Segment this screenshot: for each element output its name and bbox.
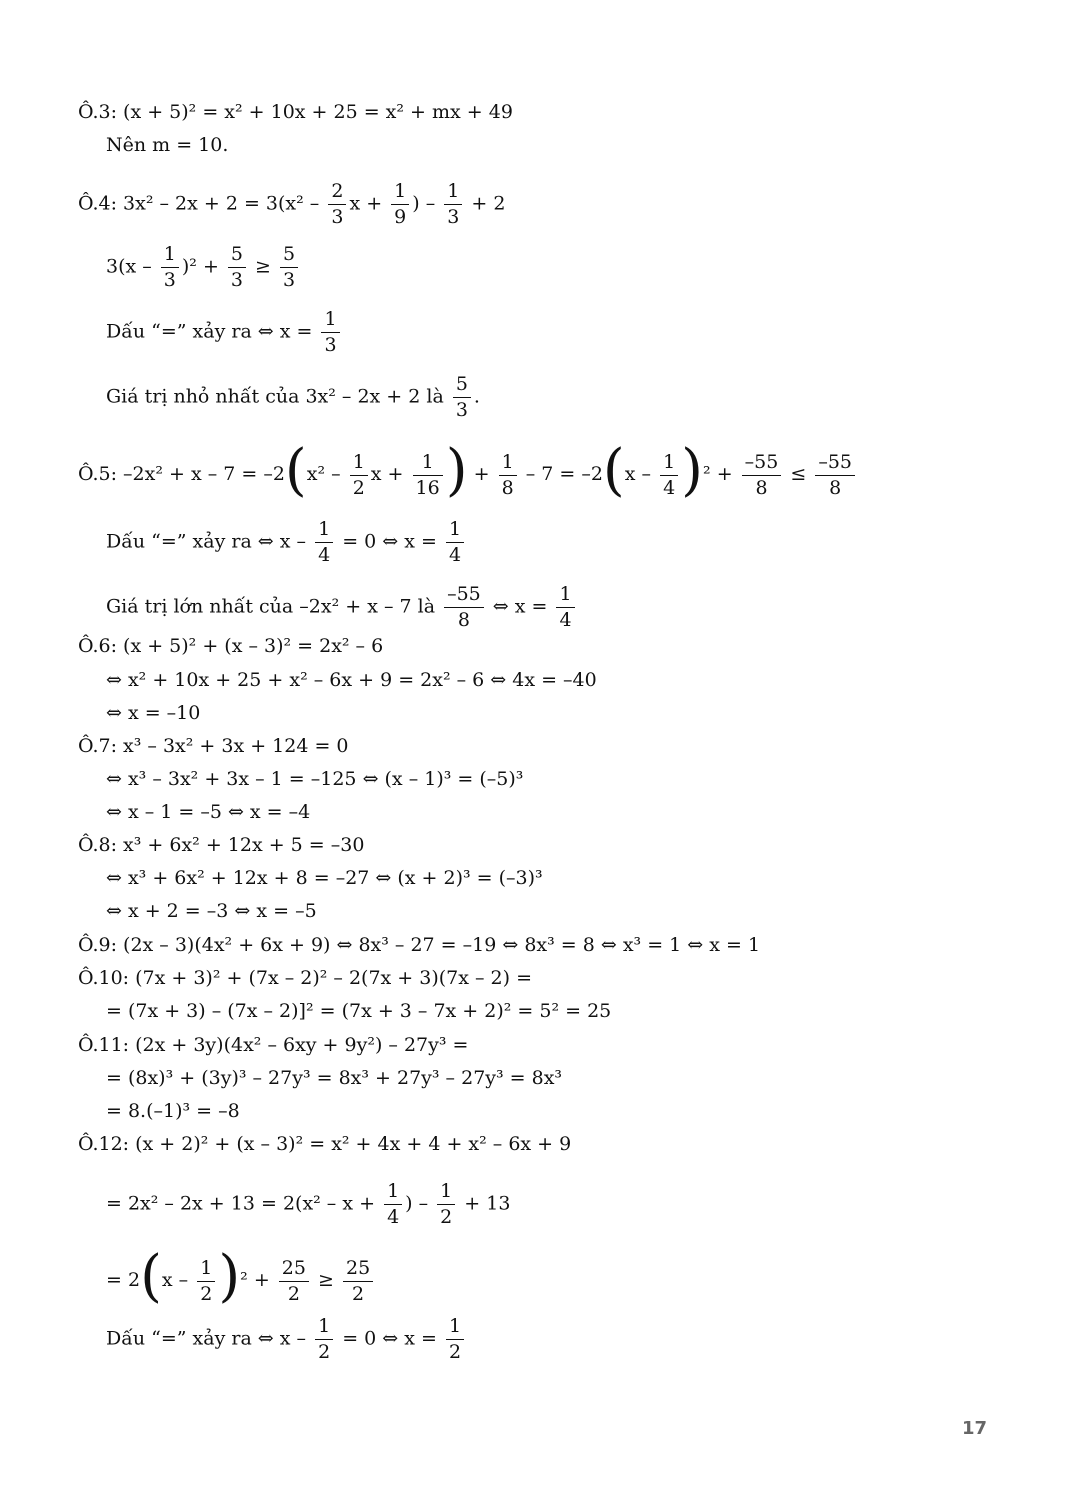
exercise-5-equality: [106, 519, 467, 566]
text: Ô.6: (x + 5)² + (x – 3)² = 2x² – 6: [78, 635, 384, 657]
exercise-4-minimum: [106, 374, 480, 421]
numerator: –55: [444, 584, 484, 608]
fraction: [444, 181, 462, 228]
exercise-9-line: [78, 933, 760, 957]
exercise-10-result: [106, 999, 611, 1023]
exercise-7-step: [106, 767, 523, 791]
denominator: 3: [447, 206, 460, 228]
fraction: [660, 452, 678, 499]
text: x² –: [306, 463, 347, 485]
numerator: 1: [384, 1181, 402, 1205]
numerator: 1: [197, 1258, 215, 1282]
text: Dấu “=” xảy ra ⇔ x –: [106, 530, 313, 553]
text: ⇔ x³ – 3x² + 3x – 1 = –125 ⇔ (x – 1)³ = (–5)³: [106, 768, 524, 790]
denominator: 8: [457, 609, 470, 631]
exercise-3-line: [78, 100, 513, 124]
paren-close: ): [218, 1244, 241, 1309]
numerator: 5: [228, 244, 246, 268]
fraction: [315, 519, 333, 566]
text: ⇔ x³ + 6x² + 12x + 8 = –27 ⇔ (x + 2)³ = (–3)³: [106, 867, 543, 889]
text: = (8x)³ + (3y)³ – 27y³ = 8x³ + 27y³ – 27y³ = 8x³: [106, 1067, 563, 1089]
fraction: [280, 244, 298, 291]
denominator: 8: [755, 476, 768, 499]
text: Ô.8: x³ + 6x² + 12x + 5 = –30: [78, 834, 365, 856]
text: Ô.7: x³ – 3x² + 3x + 124 = 0: [78, 735, 349, 757]
paren-close: ): [681, 438, 704, 503]
text: ≥: [311, 1269, 340, 1291]
text: 3(x –: [106, 255, 158, 278]
numerator: 1: [444, 181, 462, 205]
text: + 2: [465, 192, 506, 215]
text: = (7x + 3) – (7x – 2)]² = (7x + 3 – 7x + 2)² = 5² = 25: [106, 1000, 612, 1022]
denominator: 16: [415, 476, 440, 499]
text: Ô.10: (7x + 3)² + (7x – 2)² – 2(7x + 3)(7x – 2) =: [78, 967, 533, 989]
fraction: [161, 244, 179, 291]
text: ⇔ x = –10: [106, 702, 201, 724]
numerator: 25: [279, 1258, 309, 1282]
exercise-6-step: [106, 668, 597, 692]
fraction: [391, 181, 409, 228]
denominator: 3: [324, 334, 337, 356]
text: Ô.12: (x + 2)² + (x – 3)² = x² + 4x + 4 + x² – 6x + 9: [78, 1133, 572, 1155]
paren-close: ): [445, 438, 468, 503]
fraction: [343, 1258, 373, 1305]
exercise-4-step: [106, 244, 301, 291]
numerator: 1: [391, 181, 409, 205]
exercise-11-line: [78, 1033, 468, 1057]
text: ⇔ x² + 10x + 25 + x² – 6x + 9 = 2x² – 6 ⇔ 4x = –40: [106, 669, 597, 691]
denominator: 2: [448, 1341, 462, 1363]
denominator: 3: [331, 206, 344, 228]
text: x +: [370, 463, 410, 485]
numerator: 1: [499, 452, 517, 476]
text: x +: [349, 192, 389, 215]
text: Ô.9: (2x – 3)(4x² + 6x + 9) ⇔ 8x³ – 27 = –19 ⇔ 8x³ = 8 ⇔ x³ = 1 ⇔ x = 1: [78, 934, 761, 956]
exercise-8-line: [78, 833, 364, 857]
exercise-5-line: [78, 438, 858, 503]
denominator: 9: [394, 206, 407, 228]
numerator: 1: [350, 452, 368, 476]
exercise-6-line: [78, 634, 383, 658]
truncated-line-clip: [100, 1315, 520, 1363]
exercise-7-result: [106, 800, 310, 824]
text: .: [473, 385, 480, 408]
text: +: [467, 463, 496, 485]
text: ≤: [784, 463, 813, 485]
paren-open: (: [284, 438, 307, 503]
text: Giá trị lớn nhất của –2x² + x – 7 là: [106, 595, 442, 618]
numerator: 5: [280, 244, 298, 268]
denominator: 2: [200, 1282, 213, 1305]
numerator: 25: [343, 1258, 373, 1282]
denominator: 3: [283, 269, 296, 291]
numerator: 1: [413, 452, 443, 476]
numerator: 5: [453, 374, 471, 398]
fraction: [742, 452, 782, 499]
numerator: 1: [437, 1181, 455, 1205]
text: Dấu “=” xảy ra ⇔ x =: [106, 320, 319, 343]
numerator: 1: [556, 584, 574, 608]
text: + 13: [458, 1192, 511, 1215]
fraction: [446, 1316, 464, 1363]
text: Nên m = 10.: [106, 134, 229, 156]
denominator: 2: [318, 1341, 331, 1363]
paren-open: (: [140, 1244, 162, 1309]
denominator: 8: [501, 476, 514, 499]
numerator: –55: [742, 452, 782, 476]
denominator: 4: [448, 544, 462, 566]
numerator: –55: [815, 452, 855, 476]
fraction: [321, 309, 339, 356]
denominator: 2: [440, 1206, 453, 1228]
fraction: [197, 1258, 215, 1305]
exercise-12-equality: [106, 1316, 467, 1363]
text: – 7 = –2: [519, 463, 603, 485]
denominator: 4: [559, 609, 572, 631]
exercise-12-line: [78, 1132, 571, 1156]
fraction: [315, 1316, 333, 1363]
text: ⇔ x – 1 = –5 ⇔ x = –4: [106, 801, 311, 823]
text: x –: [624, 463, 658, 485]
denominator: 4: [663, 476, 676, 499]
denominator: 8: [829, 476, 842, 499]
denominator: 3: [163, 269, 176, 291]
denominator: 2: [352, 476, 365, 499]
text: Ô.3: (x + 5)² = x² + 10x + 25 = x² + mx + 49: [78, 101, 513, 123]
numerator: 1: [321, 309, 339, 333]
exercise-12-square: [106, 1244, 376, 1309]
text: ² +: [240, 1269, 276, 1291]
numerator: 1: [446, 1316, 464, 1340]
text: ⇔ x =: [486, 595, 554, 618]
exercise-10-line: [78, 966, 532, 990]
numerator: 1: [161, 244, 179, 268]
text: ² +: [703, 463, 739, 485]
exercise-3-result: [106, 133, 228, 157]
exercise-11-step: [106, 1066, 562, 1090]
text: Giá trị nhỏ nhất của 3x² – 2x + 2 là: [106, 385, 450, 408]
numerator: 2: [328, 181, 346, 205]
numerator: 1: [315, 1316, 333, 1340]
fraction: [328, 181, 346, 228]
numerator: 1: [315, 519, 333, 543]
fraction: [437, 1181, 455, 1228]
page-number: 17: [962, 1418, 988, 1439]
exercise-4-line: [78, 181, 505, 228]
denominator: 3: [455, 399, 468, 421]
fraction: [499, 452, 517, 499]
fraction: [413, 452, 443, 499]
exercise-8-step: [106, 866, 543, 890]
text: = 2: [106, 1269, 141, 1291]
fraction: [279, 1258, 309, 1305]
numerator: 1: [660, 452, 678, 476]
text: ) –: [405, 1192, 435, 1215]
text: ⇔ x + 2 = –3 ⇔ x = –5: [106, 900, 317, 922]
exercise-12-step: [106, 1181, 510, 1228]
exercise-4-equality: [106, 309, 343, 356]
text: Ô.4: 3x² – 2x + 2 = 3(x² –: [78, 192, 326, 215]
fraction: [350, 452, 368, 499]
fraction: [384, 1181, 402, 1228]
fraction: [556, 584, 574, 631]
denominator: 3: [230, 269, 244, 291]
fraction: [446, 519, 464, 566]
text: ) –: [412, 192, 442, 215]
text: )² +: [181, 255, 225, 278]
text: x –: [161, 1269, 195, 1291]
text: = 0 ⇔ x =: [336, 1327, 443, 1350]
fraction: [453, 374, 471, 421]
denominator: 2: [287, 1282, 300, 1305]
exercise-6-result: [106, 701, 200, 725]
text: = 0 ⇔ x =: [336, 530, 443, 553]
text: Dấu “=” xảy ra ⇔ x –: [106, 1327, 313, 1350]
text: = 2x² – 2x + 13 = 2(x² – x +: [106, 1192, 382, 1215]
denominator: 4: [318, 544, 331, 566]
text: Ô.11: (2x + 3y)(4x² – 6xy + 9y²) – 27y³ =: [78, 1034, 469, 1056]
exercise-11-result: [106, 1099, 240, 1123]
exercise-5-maximum: [106, 584, 578, 631]
fraction: [444, 584, 484, 631]
text: ≥: [249, 255, 278, 278]
fraction: [228, 244, 246, 291]
numerator: 1: [446, 519, 464, 543]
text: = 8.(–1)³ = –8: [106, 1100, 240, 1122]
exercise-7-line: [78, 734, 349, 758]
exercise-8-result: [106, 899, 317, 923]
denominator: 2: [352, 1282, 365, 1305]
paren-open: (: [602, 438, 625, 503]
denominator: 4: [387, 1206, 400, 1228]
text: Ô.5: –2x² + x – 7 = –2: [78, 463, 285, 485]
fraction: [815, 452, 855, 499]
